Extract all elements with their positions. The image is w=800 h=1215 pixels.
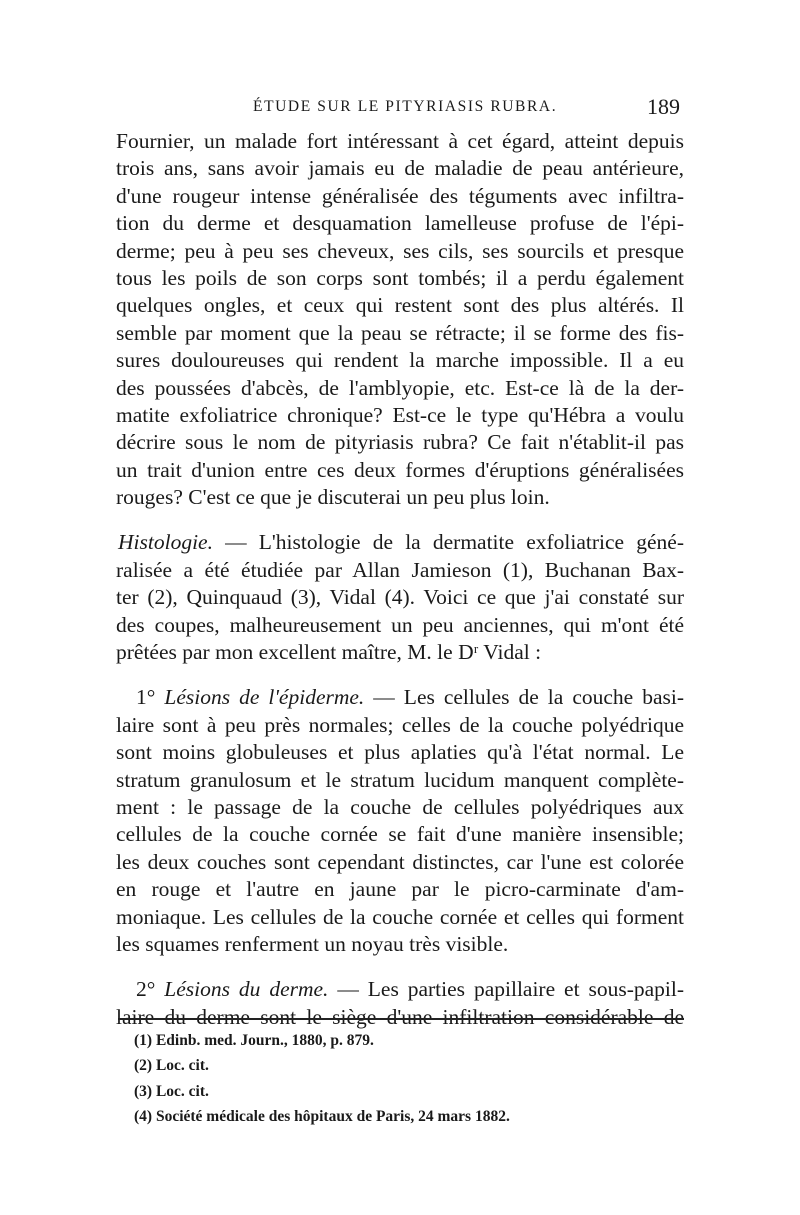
text-line: les deux couches sont cependant distinctes, car l'une est colorée	[116, 849, 684, 874]
paragraph-lesions-derme	[116, 976, 684, 1031]
footnote-divider	[118, 1018, 684, 1020]
text-line: matite exfoliatrice chronique? Est-ce le type qu'Hébra a voulu	[116, 402, 684, 427]
paragraph-lesions-epiderme	[116, 684, 684, 958]
text-line: un trait d'union entre ces deux formes d'éruptions généralisées	[116, 457, 684, 482]
text-line: des coupes, malheureusement un peu anciennes, qui m'ont été	[116, 612, 684, 637]
section-number: 1°	[136, 685, 156, 710]
footnotes	[134, 1028, 694, 1129]
footnote-1: (1) Edinb. med. Journ., 1880, p. 879.	[134, 1032, 374, 1049]
text-line: Fournier, un malade fort intéressant à cet égard, atteint depuis	[116, 129, 684, 153]
section-heading-derme: Lésions du derme.	[164, 977, 329, 1002]
text-line: cellules de la couche cornée se fait d'une manière insensible;	[116, 822, 684, 847]
text-line: en rouge et l'autre en jaune par le picro-carminate d'am-	[116, 877, 684, 902]
footnote-4: (4) Société médicale des hôpitaux de Paris, 24 mars 1882.	[134, 1107, 510, 1125]
text-line: laire sont à peu près normales; celles de la couche polyédrique	[116, 712, 684, 737]
section-number: 2°	[136, 977, 156, 1002]
text-line	[116, 529, 684, 556]
text-line: laire du derme sont le siège d'une infiltration considérable de	[116, 1004, 684, 1029]
page-number: 189	[647, 94, 680, 119]
footnote-3: (3) Loc. cit.	[134, 1082, 209, 1100]
text-line: quelques ongles, et ceux qui restent sont des plus altérés. Il	[116, 293, 684, 318]
text-line: derme; peu à peu ses cheveux, ses cils, ses sourcils et presque	[116, 238, 684, 263]
text-line	[116, 684, 684, 711]
text-line: prêtées par mon excellent maître, M. le Dʳ Vidal :	[116, 640, 542, 665]
paragraph-fournier-case	[116, 128, 684, 511]
text-line: tion du derme et desquamation lamelleuse profuse de l'épi-	[116, 211, 684, 236]
section-heading-epiderme: Lésions de l'épiderme.	[164, 685, 365, 710]
text-line: ralisée a été étudiée par Allan Jamieson (1), Buchanan Bax-	[116, 557, 684, 582]
body-text	[116, 128, 684, 1031]
text-line: décrire sous le nom de pityriasis rubra? Ce fait n'établit-il pas	[116, 430, 684, 455]
heading-continuation: — Les parties papillaire et sous-papil-	[328, 977, 684, 1002]
text-line: d'une rougeur intense généralisée des téguments avec infiltra-	[116, 183, 684, 208]
heading-continuation: — Les cellules de la couche basi-	[364, 685, 684, 710]
section-heading-histologie: Histologie.	[118, 530, 213, 555]
text-line	[116, 976, 684, 1003]
footnote-2: (2) Loc. cit.	[134, 1057, 209, 1075]
text-line: les squames renferment un noyau très visible.	[116, 931, 509, 956]
text-line: rouges? C'est ce que je discuterai un peu plus loin.	[116, 485, 550, 510]
text-line: semble par moment que la peau se rétracte; il se forme des fis-	[116, 320, 684, 345]
running-title: ÉTUDE SUR LE PITYRIASIS RUBRA.	[253, 98, 558, 115]
text-line: sures douloureuses qui rendent la marche impossible. Il a eu	[116, 348, 684, 373]
text-line: ter (2), Quinquaud (3), Vidal (4). Voici ce que j'ai constaté sur	[116, 585, 684, 610]
text-line: sont moins globuleuses et plus aplaties qu'à l'état normal. Le	[116, 740, 684, 765]
running-head	[200, 96, 680, 126]
text-line: moniaque. Les cellules de la couche cornée et celles qui forment	[116, 904, 684, 929]
text-line: trois ans, sans avoir jamais eu de maladie de peau antérieure,	[116, 156, 684, 181]
paragraph-histologie	[116, 529, 684, 666]
text-line: stratum granulosum et le stratum lucidum manquent complète-	[116, 767, 684, 792]
text-line: des poussées d'abcès, de l'amblyopie, etc. Est-ce là de la der-	[116, 375, 684, 400]
heading-continuation: — L'histologie de la dermatite exfoliatrice géné-	[212, 530, 684, 555]
text-line: tous les poils de son corps sont tombés; il a perdu également	[116, 265, 684, 290]
text-line: ment : le passage de la couche de cellules polyédriques aux	[116, 794, 684, 819]
